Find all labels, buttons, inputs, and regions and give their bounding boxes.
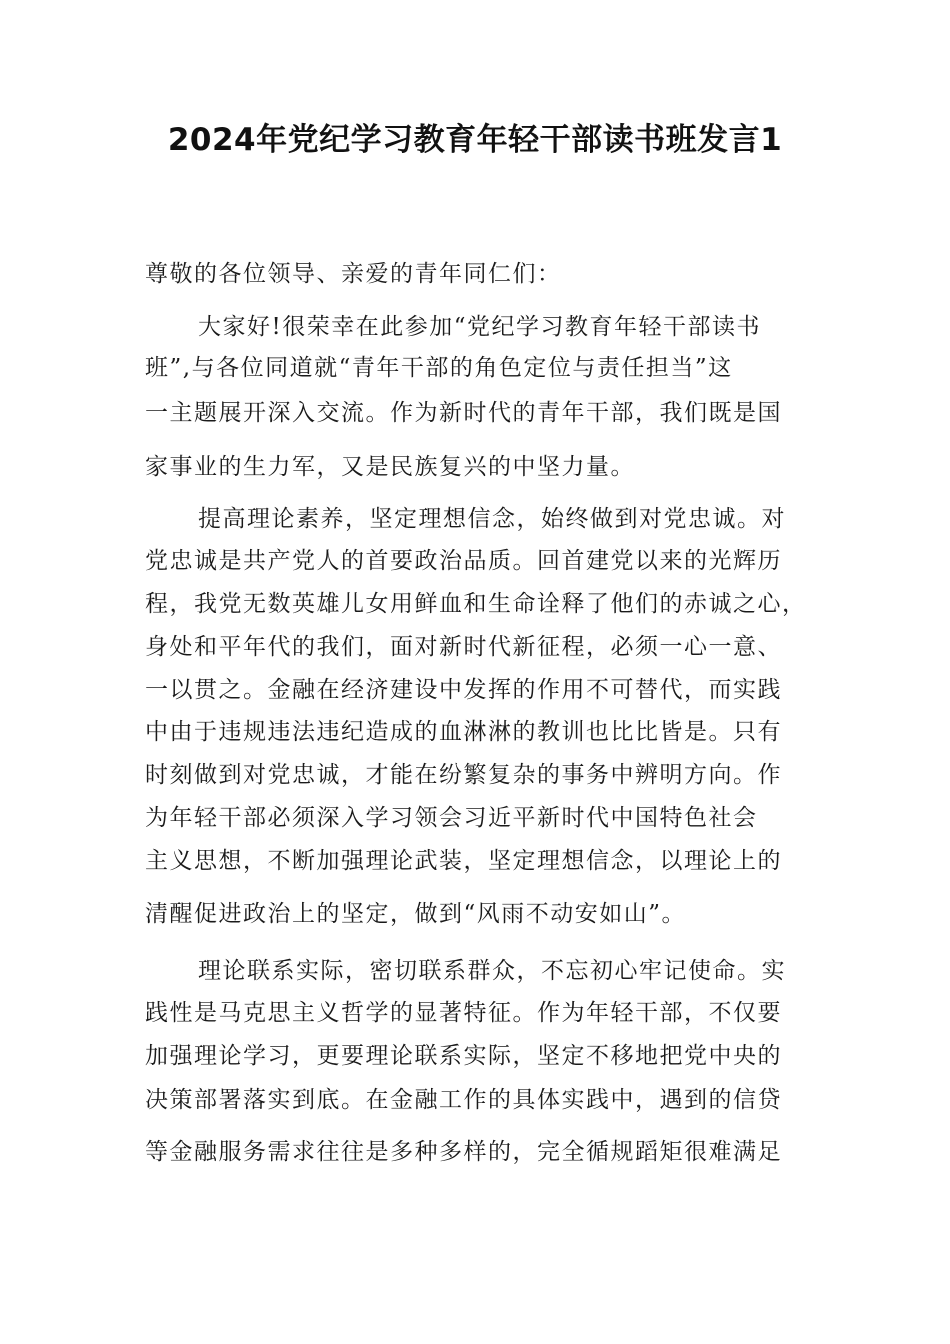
paragraph-2-line: 时刻做到对党忠诚，才能在纷繁复杂的事务中辨明方向。作 <box>145 762 782 788</box>
paragraph-1-line: 班”,与各位同道就“青年干部的角色定位与责任担当”这 <box>145 355 733 381</box>
paragraph-2-line: 提高理论素养，坚定理想信念，始终做到对党忠诚。对 <box>198 506 786 532</box>
paragraph-2-line: 党忠诚是共产党人的首要政治品质。回首建党以来的光辉历 <box>145 548 782 574</box>
paragraph-3-line: 理论联系实际，密切联系群众，不忘初心牢记使命。实 <box>198 958 786 984</box>
paragraph-2-line: 身处和平年代的我们，面对新时代新征程，必须一心一意、 <box>145 634 782 660</box>
paragraph-3-line: 等金融服务需求往往是多种多样的，完全循规蹈矩很难满足 <box>145 1139 782 1165</box>
paragraph-2-line: 中由于违规违法违纪造成的血淋淋的教训也比比皆是。只有 <box>145 719 782 745</box>
paragraph-2-line: 清醒促进政治上的坚定，做到“风雨不动安如山”。 <box>145 901 687 927</box>
document-title: 2024年党纪学习教育年轻干部读书班发言1 <box>167 122 783 158</box>
paragraph-2-line: 为年轻干部必须深入学习领会习近平新时代中国特色社会 <box>145 805 758 831</box>
paragraph-2-line: 程，我党无数英雄儿女用鲜血和生命诠释了他们的赤诚之心， <box>145 591 807 617</box>
paragraph-1-line: 大家好!很荣幸在此参加“党纪学习教育年轻干部读书 <box>198 314 762 340</box>
paragraph-3-line: 践性是马克思主义哲学的显著特征。作为年轻干部，不仅要 <box>145 1000 782 1026</box>
paragraph-2-line: 一以贯之。金融在经济建设中发挥的作用不可替代，而实践 <box>145 677 782 703</box>
paragraph-1-line: 一主题展开深入交流。作为新时代的青年干部，我们既是国 <box>145 400 782 426</box>
paragraph-1-line: 家事业的生力军，又是民族复兴的中坚力量。 <box>145 454 635 480</box>
paragraph-2-line: 主义思想，不断加强理论武装，坚定理想信念，以理论上的 <box>145 848 782 874</box>
salutation: 尊敬的各位领导、亲爱的青年同仁们： <box>145 261 562 287</box>
paragraph-3-line: 决策部署落实到底。在金融工作的具体实践中，遇到的信贷 <box>145 1087 782 1113</box>
paragraph-3-line: 加强理论学习，更要理论联系实际，坚定不移地把党中央的 <box>145 1043 782 1069</box>
